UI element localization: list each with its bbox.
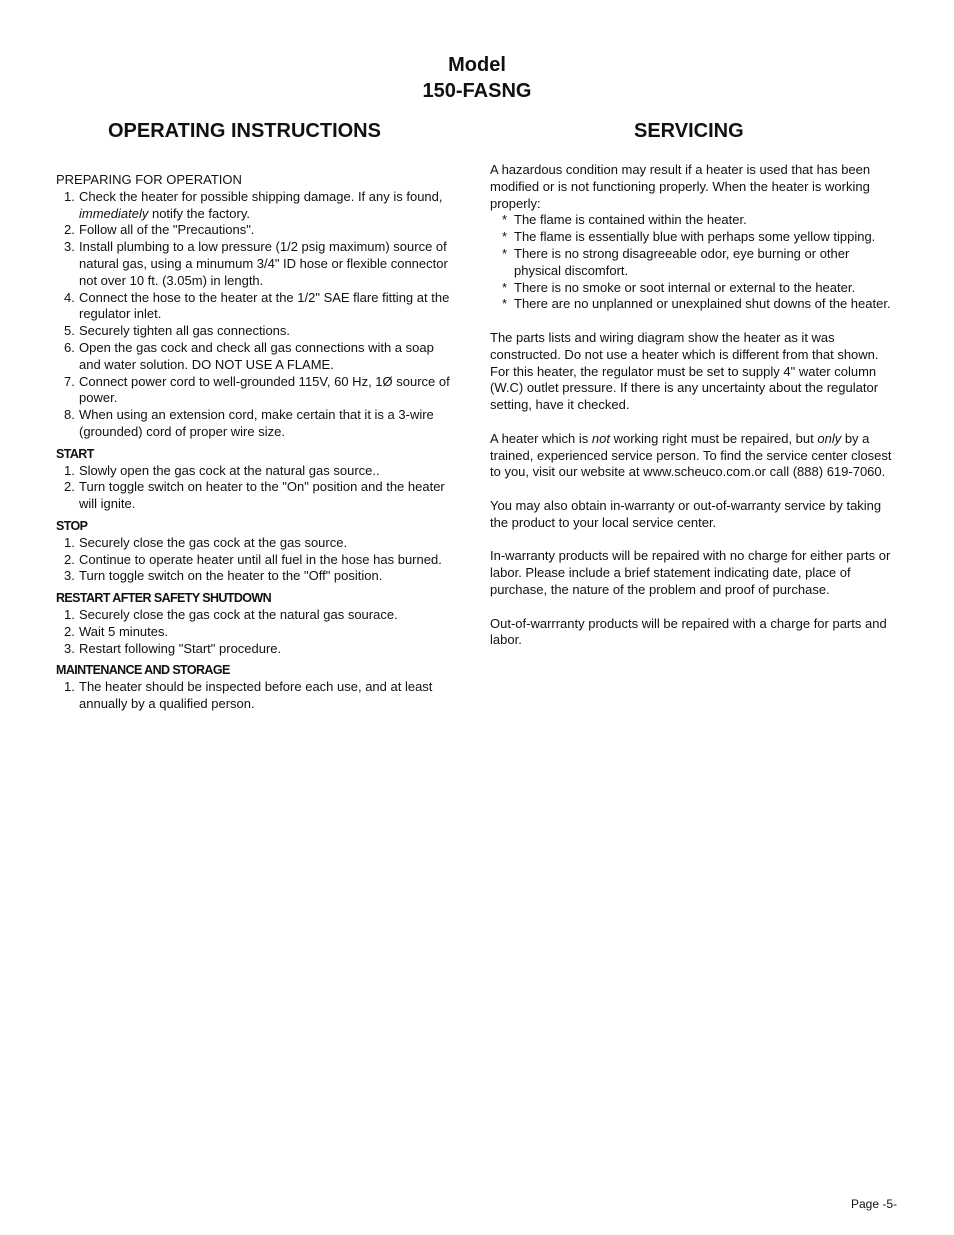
step-text: Connect the hose to the heater at the 1/2" SAE flare fitting at the regulator inlet. [79, 289, 450, 322]
step-number: 2. [64, 479, 75, 495]
step-text: Securely close the gas cock at the gas source. [79, 534, 348, 550]
emphasis-text: only [817, 430, 842, 446]
proper-operation-checklist [490, 212, 898, 313]
list-item [56, 479, 458, 513]
step-text: Wait 5 minutes. [79, 623, 169, 639]
step-text: Securely close the gas cock at the natural gas sourace. [79, 606, 398, 622]
list-item [56, 679, 458, 713]
list-item [56, 607, 458, 624]
step-number: 4. [64, 289, 75, 305]
step-text: Install plumbing to a low pressure (1/2 psig maximum) source of natural gas, using a minumum 3/4" ID hose or flexible connector not over 10 ft. (3.05m) in length. [79, 239, 448, 288]
repair-text: by a trained, experienced service person. To find the service center closest to you, visit our website at www.scheuco.com.or call (888) 619-7060. [490, 430, 892, 480]
list-item [490, 296, 898, 313]
list-item [56, 290, 458, 324]
check-text: There are no unplanned or unexplained shut downs of the heater. [514, 296, 891, 312]
list-item [56, 189, 458, 223]
step-text: Slowly open the gas cock at the natural gas source.. [79, 462, 380, 478]
operating-instructions-column [56, 162, 458, 713]
model-number: 150-FASNG [422, 80, 532, 102]
preparing-heading: PREPARING FOR OPERATION [56, 172, 242, 187]
start-heading: START [56, 446, 94, 461]
step-number: 3. [64, 239, 75, 255]
bullet: * [502, 212, 508, 228]
step-text: Turn toggle switch on heater to the "On" position and the heater will ignite. [79, 479, 445, 512]
step-text: Turn toggle switch on the heater to the "Off" position. [79, 568, 383, 584]
list-item [56, 552, 458, 569]
list-item [56, 323, 458, 340]
step-text: Connect power cord to well-grounded 115V, 60 Hz, 1Ø source of power. [79, 373, 450, 406]
check-text: The flame is essentially blue with perhaps some yellow tipping. [514, 229, 876, 245]
repair-paragraph [490, 431, 898, 481]
step-text: The heater should be inspected before each use, and at least annually by a qualified person. [79, 679, 433, 711]
servicing-column [490, 162, 898, 666]
step-number: 1. [64, 534, 75, 550]
list-item [56, 535, 458, 552]
step-text: Open the gas cock and check all gas connections with a soap and water solution. DO NOT USE A FLAME. [79, 339, 434, 372]
emphasis-text: immediately [79, 205, 149, 221]
step-number: 8. [64, 407, 75, 423]
step-number: 2. [64, 222, 75, 238]
stop-heading: STOP [56, 518, 88, 533]
restart-steps [56, 607, 458, 657]
start-steps [56, 463, 458, 513]
step-text: Securely tighten all gas connections. [79, 323, 291, 339]
list-item [56, 340, 458, 374]
step-number: 1. [64, 606, 75, 622]
step-text: Check the heater for possible shipping damage. If any is found, [79, 188, 443, 204]
step-number: 2. [64, 551, 75, 567]
list-item [490, 246, 898, 280]
step-number: 3. [64, 640, 75, 656]
step-number: 2. [64, 623, 75, 639]
step-text-tail: notify the factory. [148, 205, 250, 221]
list-item [56, 568, 458, 585]
bullet: * [502, 296, 508, 312]
repair-text: A heater which is [490, 430, 592, 446]
servicing-title: SERVICING [634, 120, 744, 142]
step-number: 7. [64, 373, 75, 389]
parts-list-paragraph: The parts lists and wiring diagram show the heater as it was constructed. Do not use a heater which is different from that shown. For this heater, the regulator must be set to supply 4" water column (W.C) outlet pressure. If there is any uncertainty about the regulator setting, have it checked. [490, 329, 879, 413]
step-number: 1. [64, 188, 75, 204]
step-number: 6. [64, 339, 75, 355]
bullet: * [502, 245, 508, 261]
step-number: 5. [64, 323, 75, 339]
bullet: * [502, 279, 508, 295]
repair-text: working right must be repaired, but [609, 430, 818, 446]
service-center-paragraph: You may also obtain in-warranty or out-of-warranty service by taking the product to your local service center. [490, 497, 882, 530]
step-text: Restart following "Start" procedure. [79, 640, 282, 656]
operating-instructions-title: OPERATING INSTRUCTIONS [108, 120, 381, 142]
list-item [56, 239, 458, 289]
step-number: 1. [64, 679, 75, 695]
maintenance-heading: MAINTENANCE AND STORAGE [56, 663, 230, 678]
page-number: Page -5- [851, 1197, 898, 1211]
step-number: 1. [64, 462, 75, 478]
list-item [56, 641, 458, 658]
list-item [490, 212, 898, 229]
stop-steps [56, 535, 458, 585]
step-text: When using an extension cord, make certain that it is a 3-wire (grounded) cord of proper wire size. [79, 407, 434, 439]
list-item [490, 280, 898, 297]
in-warranty-paragraph: In-warranty products will be repaired with no charge for either parts or labor. Please include a brief statement indicating date, place of purchase, the nature of the problem and proof of purchase. [490, 548, 891, 597]
list-item [56, 222, 458, 239]
list-item [490, 229, 898, 246]
restart-heading: RESTART AFTER SAFETY SHUTDOWN [56, 591, 272, 606]
check-text: There is no strong disagreeable odor, eye burning or other physical discomfort. [514, 245, 850, 278]
check-text: There is no smoke or soot internal or external to the heater. [514, 279, 856, 295]
maintenance-steps [56, 679, 458, 713]
model-heading [0, 52, 954, 104]
model-label: Model [448, 54, 506, 76]
preparing-steps [56, 189, 458, 441]
step-text: Follow all of the "Precautions". [79, 222, 255, 238]
out-of-warranty-paragraph: Out-of-warrranty products will be repaired with a charge for parts and labor. [490, 615, 887, 648]
bullet: * [502, 229, 508, 245]
step-text: Continue to operate heater until all fuel in the hose has burned. [79, 551, 442, 567]
step-number: 3. [64, 568, 75, 584]
check-text: The flame is contained within the heater. [514, 212, 747, 228]
emphasis-text: not [591, 430, 610, 446]
list-item [56, 407, 458, 441]
list-item [56, 624, 458, 641]
list-item [56, 463, 458, 480]
servicing-intro: A hazardous condition may result if a heater is used that has been modified or is not functioning properly. When the heater is working properly: [490, 162, 871, 211]
list-item [56, 374, 458, 408]
